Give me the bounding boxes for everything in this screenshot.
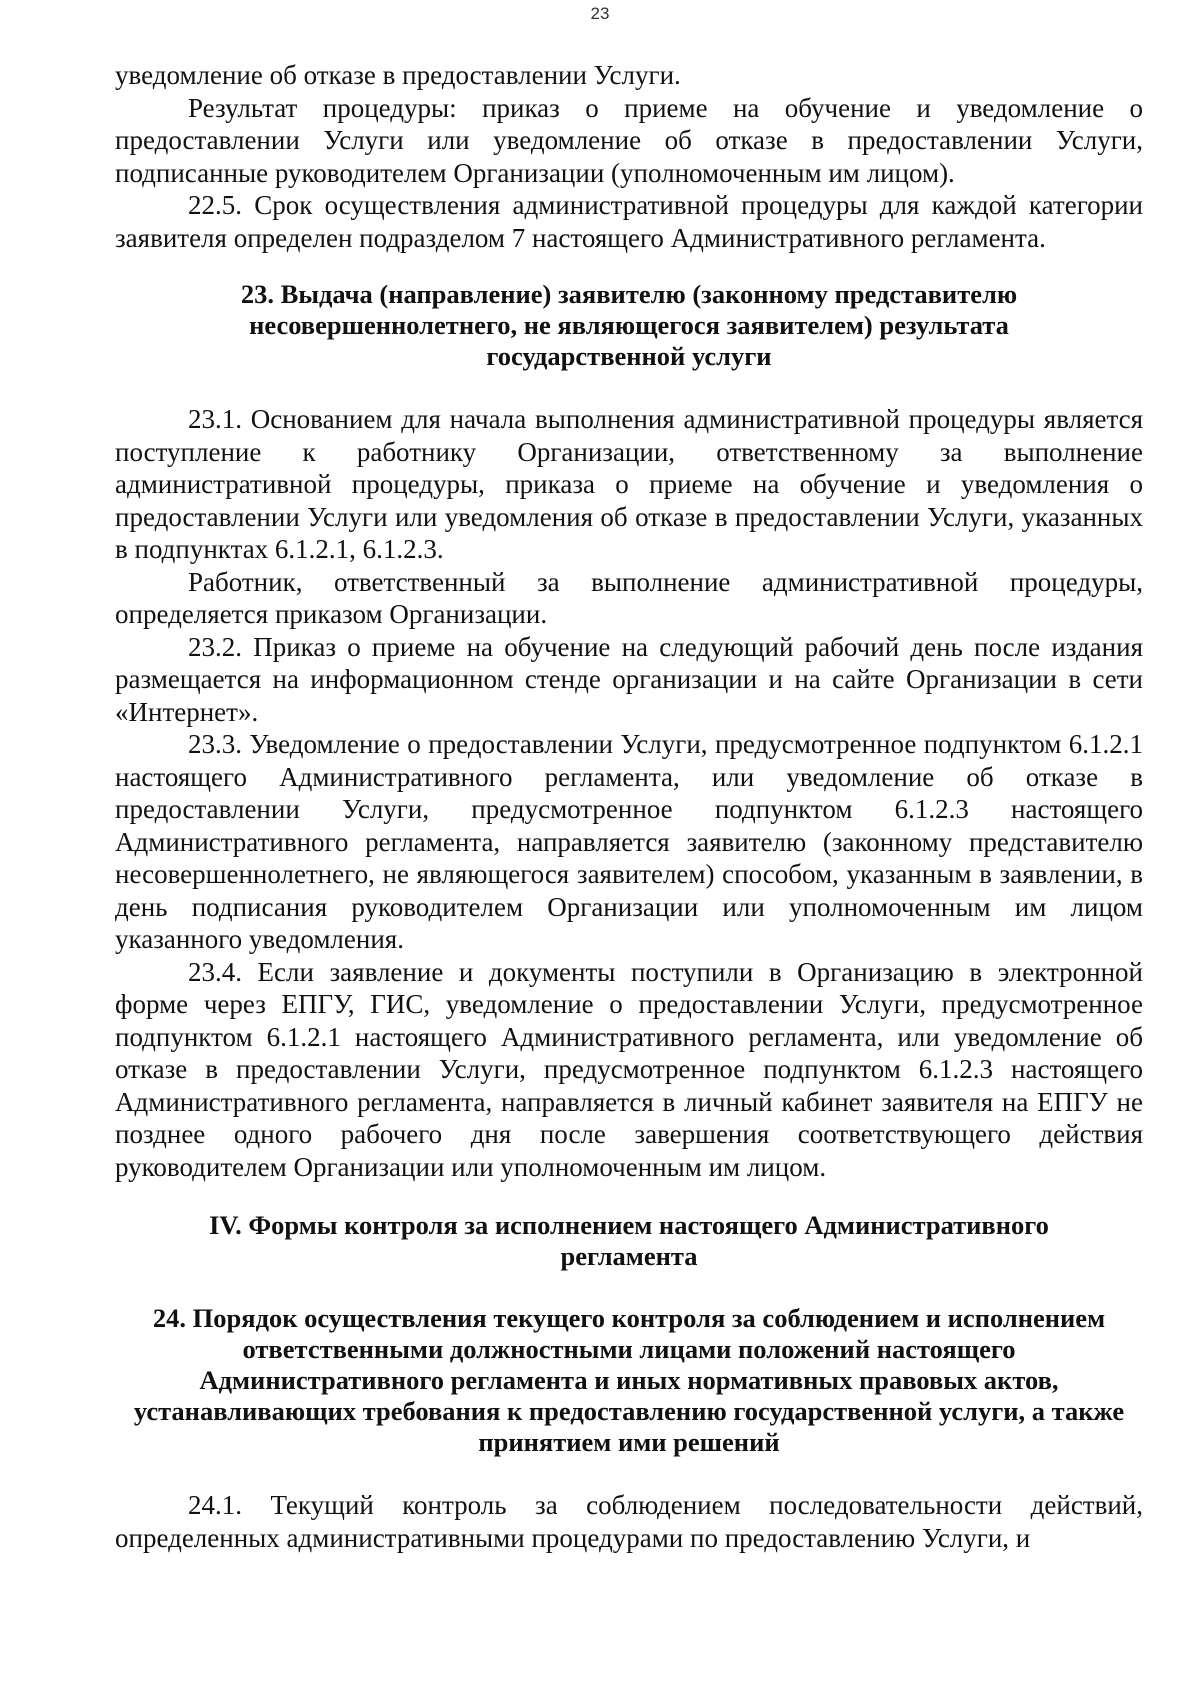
paragraph-procedure-result: Результат процедуры: приказ о приеме на обучение и уведомление о предоставлении Услуги или уведомление об отказе в предоставлении Услуги, подписанные руководителем Организации (уполномоченным им лицом). <box>115 92 1143 188</box>
paragraph-24-1: 24.1. Текущий контроль за соблюдением последовательности действий, определенных административными процедурами по предоставлению Услуги, и <box>115 1490 1143 1553</box>
chapter-heading-iv: IV. Формы контроля за исполнением настоящего Административного регламента <box>209 1210 1049 1271</box>
document-body <box>115 59 1143 1554</box>
page-number: 23 <box>590 4 610 23</box>
paragraph-23-4: 23.4. Если заявление и документы поступили в Организацию в электронной форме через ЕПГУ, ГИС, уведомление о предоставлении Услуги, предусмотренное подпунктом 6.1.2.1 настоящего Административного регламента, или уведомление об отказе в предоставлении Услуги, предусмотренное подпунктом 6.1.2.3 настоящего Административного регламента, направляется в личный кабинет заявителя на ЕПГУ не позднее одного рабочего дня после завершения соответствующего действия руководителем Организации или уполномоченным им лицом. <box>115 956 1143 1182</box>
paragraph-refusal-notice-end: уведомление об отказе в предоставлении Услуги. <box>115 60 681 90</box>
paragraph-23-1: 23.1. Основанием для начала выполнения административной процедуры является поступление к работнику Организации, ответственному за выполнение административной процедуры, приказа о приеме на обучение и уведомления о предоставлении Услуги или уведомления об отказе в предоставлении Услуги, указанных в подпунктах 6.1.2.1, 6.1.2.3. <box>115 404 1143 564</box>
paragraph-responsible-employee: Работник, ответственный за выполнение административной процедуры, определяется приказом Организации. <box>115 566 1143 629</box>
paragraph-23-2: 23.2. Приказ о приеме на обучение на следующий рабочий день после издания размещается на информационном стенде организации и на сайте Организации в сети «Интернет». <box>115 631 1143 727</box>
section-heading-24: 24. Порядок осуществления текущего контроля за соблюдением и исполнением ответственными должностными лицами положений настоящего Административного регламента и иных нормативных правовых актов, устанавливающих требования к предоставлению государственной услуги, а также принятием ими решений <box>133 1303 1125 1457</box>
paragraph-22-5: 22.5. Срок осуществления административной процедуры для каждой категории заявителя определен подразделом 7 настоящего Административного регламента. <box>115 190 1143 253</box>
paragraph-23-3: 23.3. Уведомление о предоставлении Услуги, предусмотренное подпунктом 6.1.2.1 настоящего Административного регламента, или уведомление об отказе в предоставлении Услуги, предусмотренное подпунктом 6.1.2.3 настоящего Административного регламента, направляется заявителю (законному представителю несовершеннолетнего, не являющегося заявителем) способом, указанным в заявлении, в день подписания руководителем Организации или уполномоченным им лицом указанного уведомления. <box>115 729 1143 954</box>
section-heading-23: 23. Выдача (направление) заявителю (законному представителю несовершеннолетнего, не являющегося заявителем) результата государственной услуги <box>240 279 1018 371</box>
